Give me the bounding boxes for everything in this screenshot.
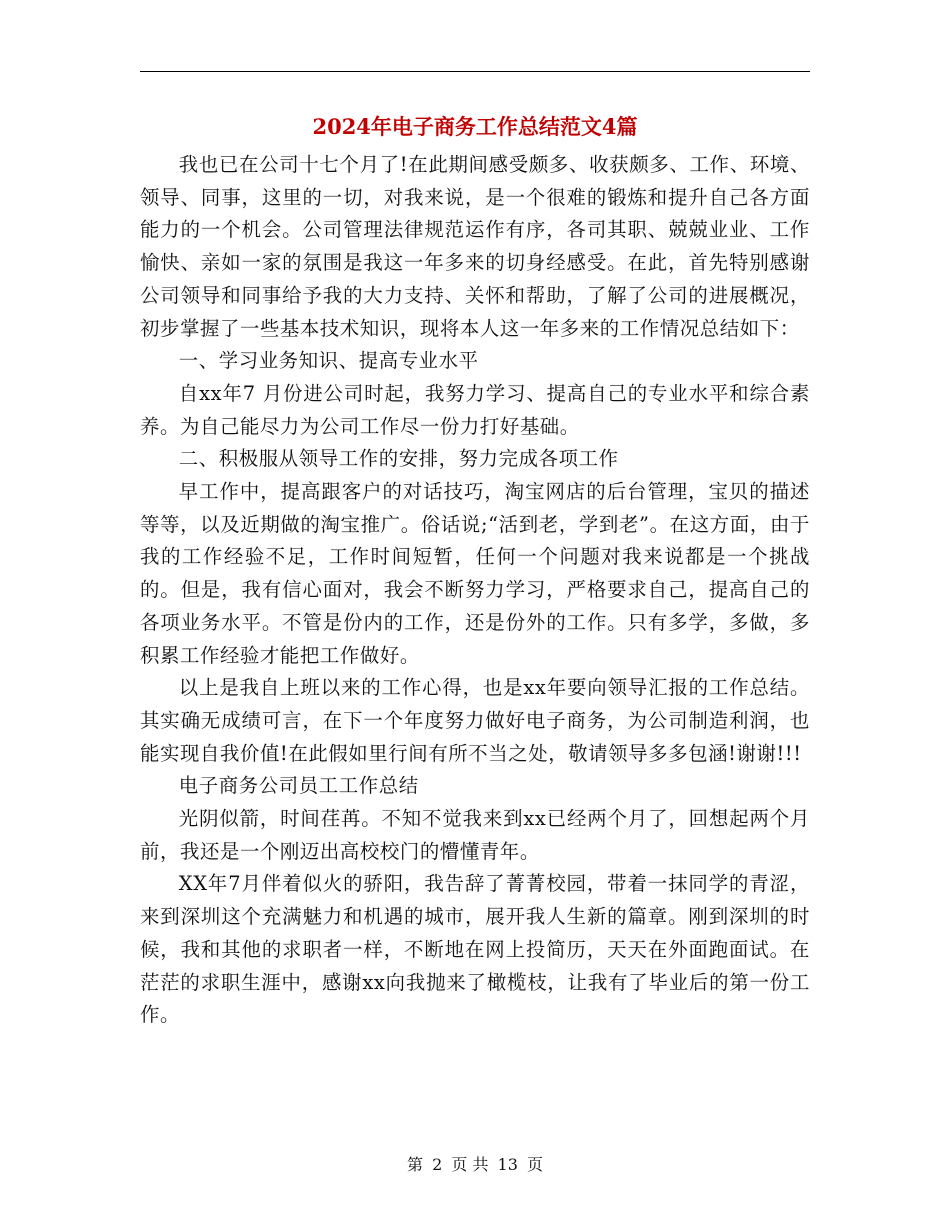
document-body (140, 149, 810, 1032)
sub-article-title: 电子商务公司员工工作总结 (178, 774, 419, 798)
paragraph-sub-body: XX年7月伴着似火的骄阳，我告辞了菁菁校园，带着一抹同学的青涩，来到深圳这个充满魅力和机遇的城市，展开我人生新的篇章。刚到深圳的时候，我和其他的求职者一样，不断地在网上投简历，天天在外面跑面试。在茫茫的求职生涯中，感谢xx向我抛来了橄榄枝，让我有了毕业后的第一份工作。 (140, 872, 810, 1027)
paragraph-section-2: 早工作中，提高跟客户的对话技巧，淘宝网店的后台管理，宝贝的描述等等，以及近期做的淘宝推广。俗话说;“活到老，学到老”。在这方面，由于我的工作经验不足，工作时间短暂，任何一个问题对我来说都是一个挑战的。但是，我有信心面对，我会不断努力学习，严格要求自己，提高自己的各项业务水平。不管是份内的工作，还是份外的工作。只有多学，多做，多积累工作经验才能把工作做好。 (140, 480, 810, 667)
footer-suffix: 页 (527, 1155, 544, 1174)
paragraph-section-1: 自xx年7 月份进公司时起，我努力学习、提高自己的专业水平和综合素养。为自己能尽力为公司工作尽一份力打好基础。 (140, 381, 810, 438)
footer-total-pages: 13 (497, 1155, 518, 1174)
section-heading-2: 二、积极服从领导工作的安排，努力完成各项工作 (178, 447, 619, 471)
section-heading-1: 一、学习业务知识、提高专业水平 (178, 349, 479, 373)
footer-prefix: 第 (406, 1155, 423, 1174)
document-title: 2024年电子商务工作总结范文4篇 (312, 114, 638, 139)
paragraph-intro: 我也已在公司十七个月了!在此期间感受颇多、收获颇多、工作、环境、领导、同事，这里的一切，对我来说，是一个很难的锻炼和提升自己各方面能力的一个机会。公司管理法律规范运作有序，各司其职、兢兢业业、工作愉快、亲如一家的氛围是我这一年多来的切身经感受。在此，首先特别感谢公司领导和同事给予我的大力支持、关怀和帮助，了解了公司的进展概况，初步掌握了一些基本技术知识，现将本人这一年多来的工作情况总结如下： (140, 153, 810, 340)
footer-current-page: 2 (432, 1155, 443, 1174)
footer-mid: 页 共 (451, 1155, 489, 1174)
paragraph-sub-intro: 光阴似箭，时间荏苒。不知不觉我来到xx已经两个月了，回想起两个月前，我还是一个刚迈出高校校门的懵懂青年。 (140, 807, 810, 863)
paragraph-conclusion: 以上是我自上班以来的工作心得，也是xx年要向领导汇报的工作总结。其实确无成绩可言，在下一个年度努力做好电子商务，为公司制造利润，也能实现自我价值!在此假如里行间有所不当之处，敬请领导多多包涵!谢谢!!! (140, 676, 810, 765)
page-number-footer (0, 1154, 950, 1176)
header-rule (140, 71, 810, 72)
